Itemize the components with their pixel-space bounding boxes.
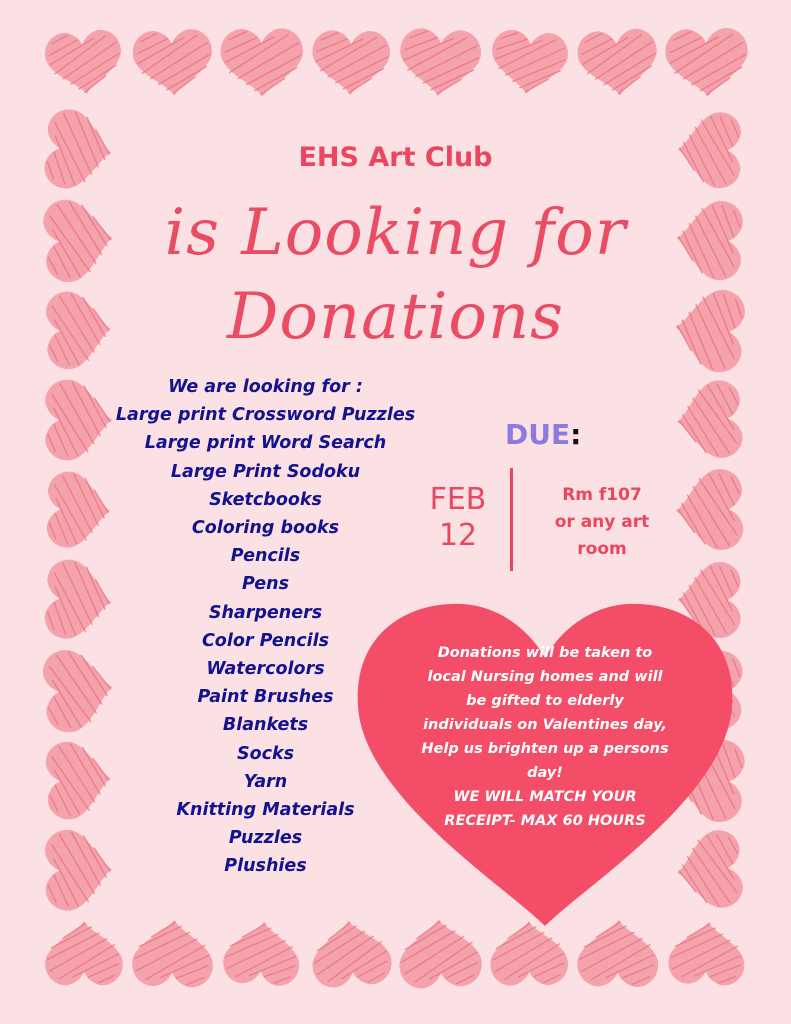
heart-decoration [132,28,215,98]
location-line: room [577,539,627,559]
list-intro: We are looking for : [168,377,363,397]
list-item: Puzzles [228,828,303,849]
message-line: Donations will be taken to [437,645,653,661]
heart-decoration [312,30,391,96]
list-item: Socks [236,743,295,764]
club-name: EHS Art Club [298,142,493,173]
list-item: Watercolors [206,659,325,680]
list-item: Blankets [222,715,309,736]
list-item: Knitting Materials [176,800,355,821]
due-date [408,482,508,554]
heart-decoration [674,468,744,551]
due-day: 12 [438,518,478,553]
list-item: Sharpeners [208,602,323,623]
heart-decoration [665,27,750,98]
headline-line-1: is Looking for [164,196,627,270]
list-item: Pencils [230,546,301,567]
heart-decoration [576,27,660,98]
due-label: DUE [505,418,571,451]
message-line: WE WILL MATCH YOUR [453,789,637,805]
list-item: Sketcbooks [209,489,322,510]
list-item: Plushies [224,856,307,877]
list-item: Large print Word Search [144,433,387,454]
drop-off-location [532,482,672,563]
heart-decoration [222,919,302,987]
message-line: RECEIPT- MAX 60 HOURS [444,813,646,829]
list-item: Paint Brushes [197,687,334,708]
list-item: Color Pencils [201,630,330,651]
message-line: be gifted to elderly [466,693,624,709]
message-line: local Nursing homes and will [427,669,663,685]
due-month: FEB [429,482,487,517]
headline-line-2: Donations [227,280,564,354]
list-item: Large print Crossword Puzzles [115,405,416,426]
heart-message [395,641,695,833]
message-line: day! [527,765,563,781]
list-item: Coloring books [191,518,340,539]
divider [510,468,513,571]
message-line: individuals on Valentines day, [423,717,667,733]
message-line: Help us brighten up a persons [421,741,669,757]
heart-decoration [131,918,214,988]
list-item: Large Print Sodoku [170,461,361,482]
heart-decoration [398,27,482,98]
heart-decoration [45,921,123,985]
location-line: or any art [554,512,650,532]
heart-decoration [220,28,304,98]
location-line: Rm f107 [562,485,642,505]
list-item: Yarn [243,771,288,792]
due-heading [505,418,581,451]
heart-decoration [674,379,744,461]
heart-decoration [488,28,569,97]
due-colon: : [570,418,582,451]
heart-decoration [43,28,124,97]
list-item: Pens [241,574,290,595]
